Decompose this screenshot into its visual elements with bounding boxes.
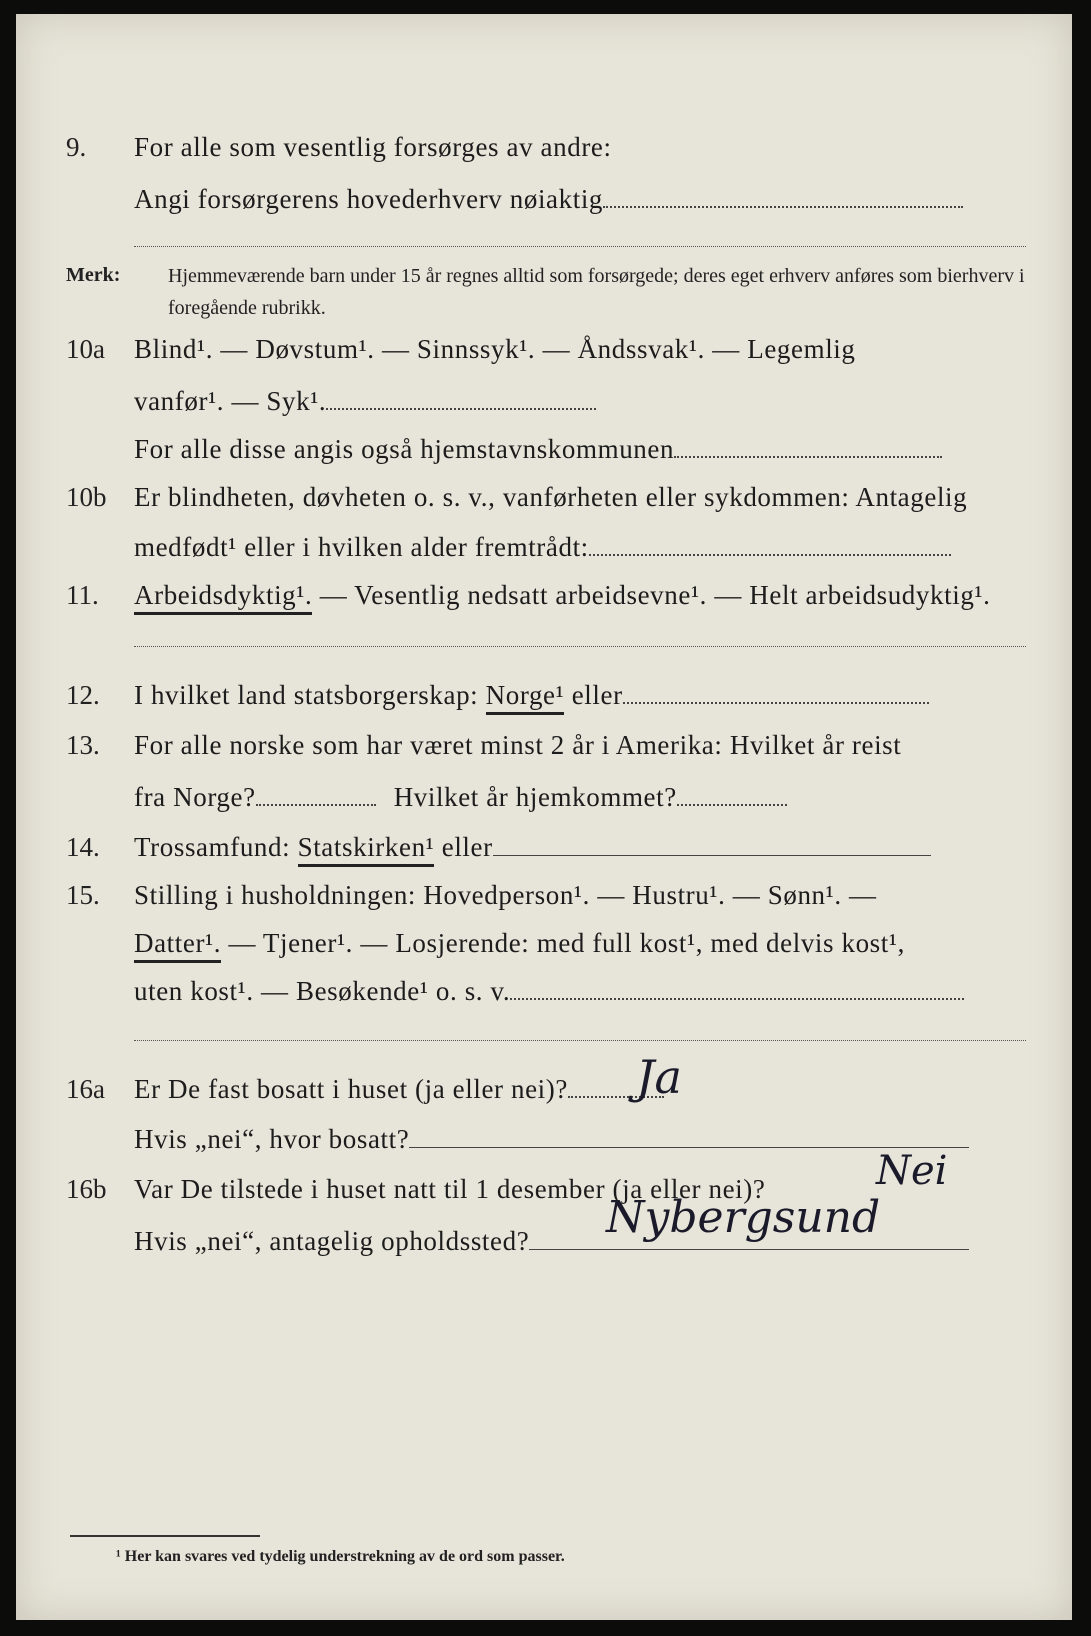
q16a-number: 16a [66,1074,105,1104]
q12-answer-field[interactable] [623,701,929,704]
q15-line3 [134,976,964,1007]
q12-number: 12. [66,680,100,710]
q11-extra-rule [134,646,1026,647]
q9-answer-field[interactable] [603,205,963,208]
q16a-handwritten-answer: Ja [636,1050,682,1104]
q9-extra-rule [134,246,1026,247]
q15-number: 15. [66,880,100,910]
q12-pre: I hvilket land statsborgerskap: [134,680,479,710]
q11-option-underlined[interactable]: Arbeidsdyktig¹. [134,580,312,615]
footnote: ¹ Her kan svares ved tydelig understrekning av de ord som passer. [116,1548,565,1565]
q16b-handwritten-answer: Nei [876,1148,948,1194]
q14-post: eller [441,832,493,862]
q10b-line1: Er blindheten, døvheten o. s. v., vanførheten eller sykdommen: Antagelig [134,482,968,512]
q9-number: 9. [66,132,87,162]
q16a-line1 [134,1074,664,1105]
q15-line2 [134,928,905,959]
footnote-rule [70,1535,260,1537]
q12-option-underlined[interactable]: Norge¹ [486,680,565,715]
q9-line2-text: Angi forsørgerens hovederhverv nøiaktig [134,184,604,214]
q11-number: 11. [66,580,99,610]
q15-line2rest: — Tjener¹. — Losjerende: med full kost¹, med delvis kost¹, [228,928,905,958]
q13-number: 13. [66,730,100,760]
q13-hjemkommet-field[interactable] [677,803,787,806]
q13-line2 [134,782,787,813]
q15-line3-text: uten kost¹. — Besøkende¹ o. s. v. [134,976,511,1006]
q12-line [134,680,929,711]
q14-number: 14. [66,832,100,862]
q16b-handwritten-place: Nybergsund [606,1192,881,1243]
q16a-line2-text: Hvis „nei“, hvor bosatt? [134,1124,410,1154]
q13-line2b: Hvilket år hjemkommet? [393,782,677,812]
q9-line2 [134,184,963,215]
q10a-answer-field[interactable] [326,407,596,410]
q14-option-underlined[interactable]: Statskirken¹ [298,832,435,867]
q14-line [134,832,931,863]
q16b-line1-text: Var De tilstede i huset natt til 1 desember (ja eller nei)? [134,1174,766,1204]
q12-post: eller [571,680,623,710]
q15-extra-rule [134,1040,1026,1041]
q16a-line1-text: Er De fast bosatt i huset (ja eller nei)? [134,1074,568,1104]
merk-text: Hjemmeværende barn under 15 år regnes alltid som forsørgede; deres eget erhverv anføres som bierhverv i foregående rubrikk. [168,265,1025,319]
q9-line1: For alle som vesentlig forsørges av andre: [134,132,612,162]
q15-option-underlined[interactable]: Datter¹. [134,928,221,963]
census-form-page [16,14,1072,1620]
q10b-number: 10b [66,482,107,512]
q13-reist-field[interactable] [256,803,376,806]
q14-answer-field[interactable] [493,854,931,856]
q13-line2a: fra Norge? [134,782,256,812]
q15-answer-field[interactable] [510,997,964,1000]
q14-pre: Trossamfund: [134,832,291,862]
q16b-line2-text: Hvis „nei“, antagelig opholdssted? [134,1226,530,1256]
q10a-line1: Blind¹. — Døvstum¹. — Sinnssyk¹. — Åndssvak¹. — Legemlig [134,334,856,364]
q16b-place-field[interactable] [529,1248,969,1250]
q15-line1: Stilling i husholdningen: Hovedperson¹. — Hustru¹. — Sønn¹. — [134,880,877,910]
q10a-line3-text: For alle disse angis også hjemstavnskommunen [134,434,675,464]
q10a-line3 [134,434,942,465]
q11-line [134,580,990,611]
q10a-line2 [134,386,596,417]
q10b-line2 [134,532,951,563]
q16b-number: 16b [66,1174,107,1204]
q10a-line2-text: vanfør¹. — Syk¹. [134,386,327,416]
q10a-number: 10a [66,334,105,364]
q16a-line2 [134,1124,969,1155]
q11-rest: — Vesentlig nedsatt arbeidsevne¹. — Helt arbeidsudyktig¹. [319,580,991,610]
q13-line1: For alle norske som har været minst 2 år i Amerika: Hvilket år reist [134,730,902,760]
q10b-answer-field[interactable] [589,553,951,556]
q10a-municipality-field[interactable] [674,455,942,458]
q10b-line2-text: medfødt¹ eller i hvilken alder fremtrådt: [134,532,589,562]
merk-label: Merk: [66,264,121,286]
